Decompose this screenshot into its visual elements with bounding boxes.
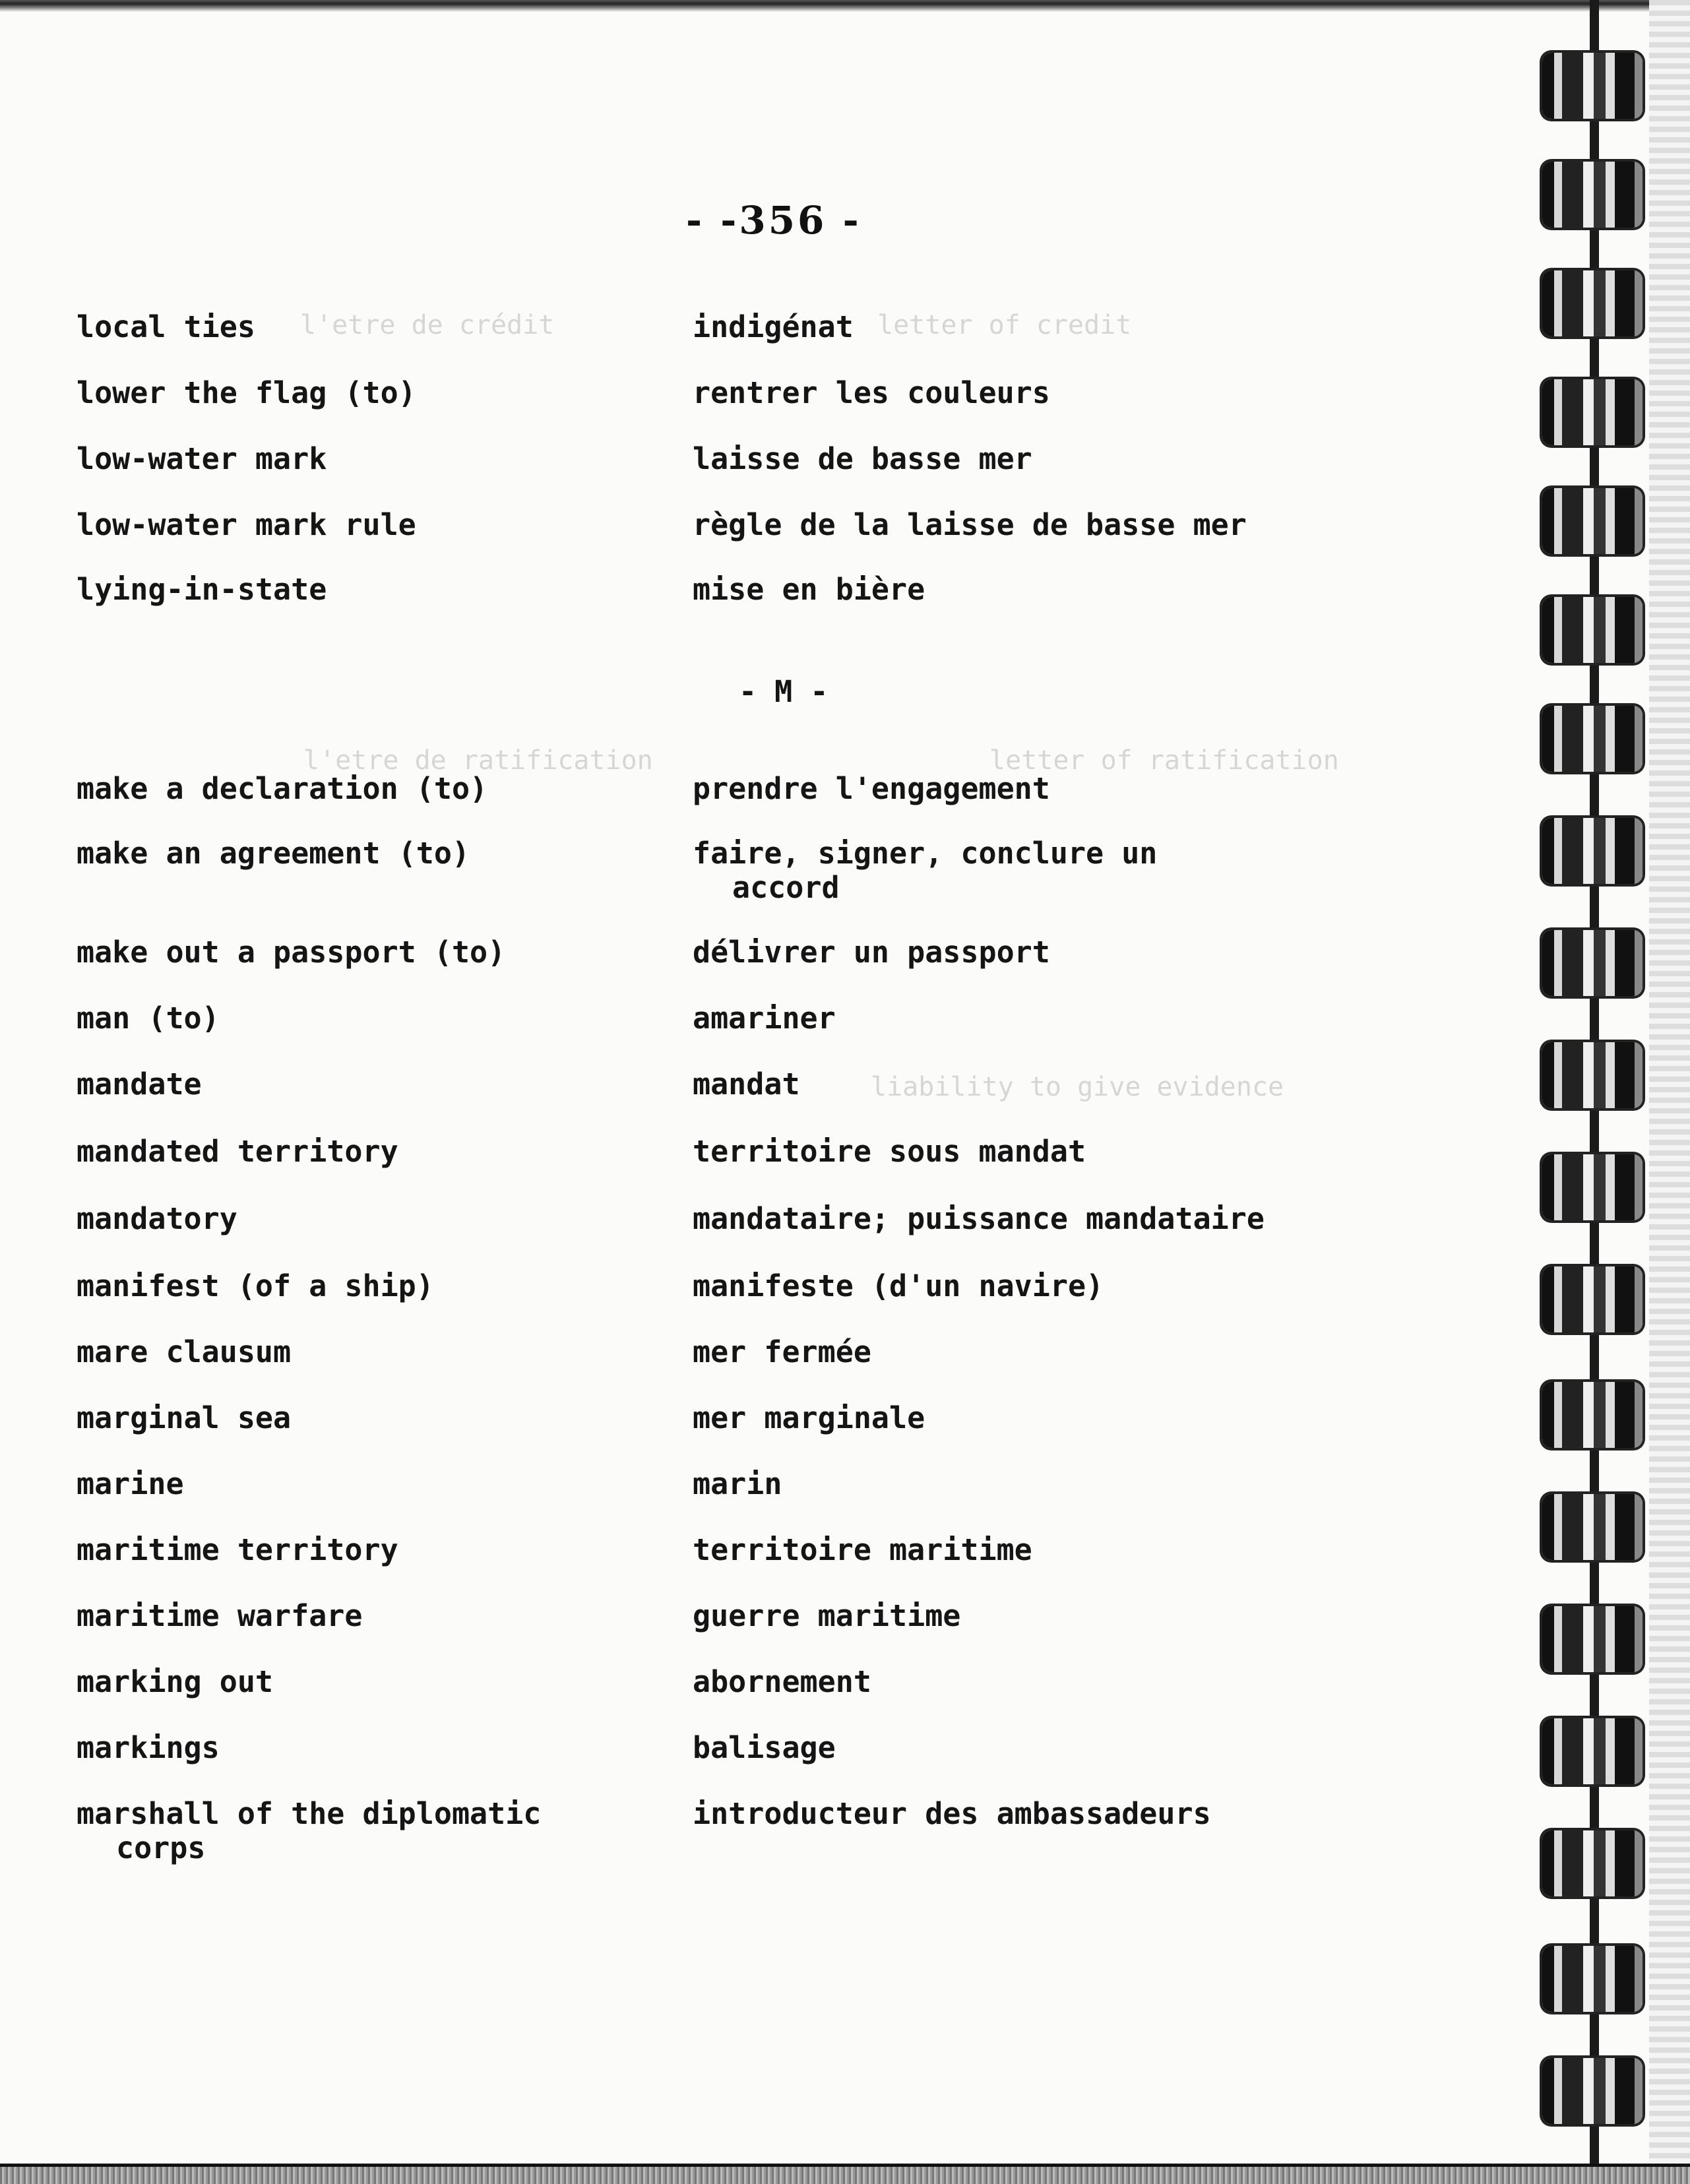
entry-english: mandatory [77, 1201, 237, 1236]
entry-french: prendre l'engagement [693, 771, 1050, 806]
page-number: - -356 - [686, 198, 861, 243]
spiral-ring [1542, 818, 1643, 884]
entry-french: rentrer les couleurs [693, 375, 1050, 410]
entry-english: low-water mark rule [77, 507, 416, 542]
entry-french: amariner [693, 1001, 836, 1036]
entry-french: mandataire; puissance mandataire [693, 1201, 1265, 1236]
entry-english: make an agreement (to) [77, 836, 470, 871]
entry-english: mandated territory [77, 1134, 398, 1169]
entry-english: lying-in-state [77, 572, 327, 607]
entry-french: mise en bière [693, 572, 925, 607]
entry-english: man (to) [77, 1001, 220, 1036]
entry-english: make out a passport (to) [77, 935, 506, 970]
entry-english: manifest (of a ship) [77, 1268, 434, 1303]
spiral-ring [1542, 597, 1643, 663]
entry-french: introducteur des ambassadeurs [693, 1796, 1211, 1831]
entry-english: marginal sea [77, 1400, 292, 1435]
entry-french: laisse de basse mer [693, 441, 1032, 476]
entry-french: règle de la laisse de basse mer [693, 507, 1247, 542]
entry-english: marking out [77, 1664, 274, 1699]
show-through-text: l'etre de ratification [303, 745, 653, 776]
spiral-ring [1542, 1946, 1643, 2012]
binding-edge [1649, 0, 1690, 2181]
spiral-ring [1542, 1042, 1643, 1108]
entry-english: marine [77, 1466, 184, 1501]
entry-french-line: faire, signer, conclure un [693, 836, 1158, 871]
spiral-ring [1542, 706, 1643, 772]
entry-english: lower the flag (to) [77, 375, 416, 410]
show-through-text: letter of credit [877, 310, 1132, 340]
entry-english-continuation: corps [116, 1830, 206, 1865]
entry-english: make a declaration (to) [77, 771, 488, 806]
entry-english: low-water mark [77, 441, 327, 476]
spiral-ring [1542, 1382, 1643, 1448]
spiral-ring [1542, 1606, 1643, 1672]
entry-french: territoire maritime [693, 1532, 1032, 1567]
entry-french: manifeste (d'un navire) [693, 1268, 1104, 1303]
spiral-ring [1542, 1494, 1643, 1560]
entry-french: mer marginale [693, 1400, 925, 1435]
entry-english: maritime warfare [77, 1598, 363, 1633]
entry-french [693, 836, 1157, 905]
entry-english: local ties [77, 309, 255, 344]
entry-french: mer fermée [693, 1334, 871, 1369]
entry-french-continuation: accord [732, 870, 840, 905]
spiral-ring [1542, 1154, 1643, 1220]
entry-english: maritime territory [77, 1532, 398, 1567]
spiral-ring [1542, 270, 1643, 336]
entry-english: mare clausum [77, 1334, 292, 1369]
scan-edge-top [0, 0, 1690, 12]
entry-french: territoire sous mandat [693, 1134, 1086, 1169]
spiral-ring [1542, 488, 1643, 554]
entry-french: guerre maritime [693, 1598, 961, 1633]
show-through-text: letter of ratification [989, 745, 1339, 776]
show-through-text: liability to give evidence [871, 1072, 1284, 1102]
entry-french: délivrer un passport [693, 935, 1050, 970]
spiral-ring [1542, 379, 1643, 445]
spiral-ring [1542, 53, 1643, 119]
entry-french: balisage [693, 1730, 836, 1765]
entry-french: abornement [693, 1664, 871, 1699]
entry-english: markings [77, 1730, 220, 1765]
spiral-ring [1542, 162, 1643, 228]
show-through-text: l'etre de crédit [300, 310, 555, 340]
entry-english [77, 1797, 541, 1865]
spiral-ring [1542, 1830, 1643, 1896]
entry-english: mandate [77, 1067, 202, 1102]
scan-edge-bottom [0, 2164, 1690, 2184]
spiral-ring [1542, 1266, 1643, 1332]
entry-english-line: marshall of the diplomatic [77, 1796, 542, 1831]
entry-french: indigénat [693, 309, 854, 344]
spiral-ring [1542, 2058, 1643, 2124]
spiral-ring [1542, 930, 1643, 996]
entry-french: marin [693, 1466, 782, 1501]
entry-french: mandat [693, 1067, 800, 1102]
spiral-ring [1542, 1718, 1643, 1784]
section-letter: - M - [739, 674, 829, 709]
